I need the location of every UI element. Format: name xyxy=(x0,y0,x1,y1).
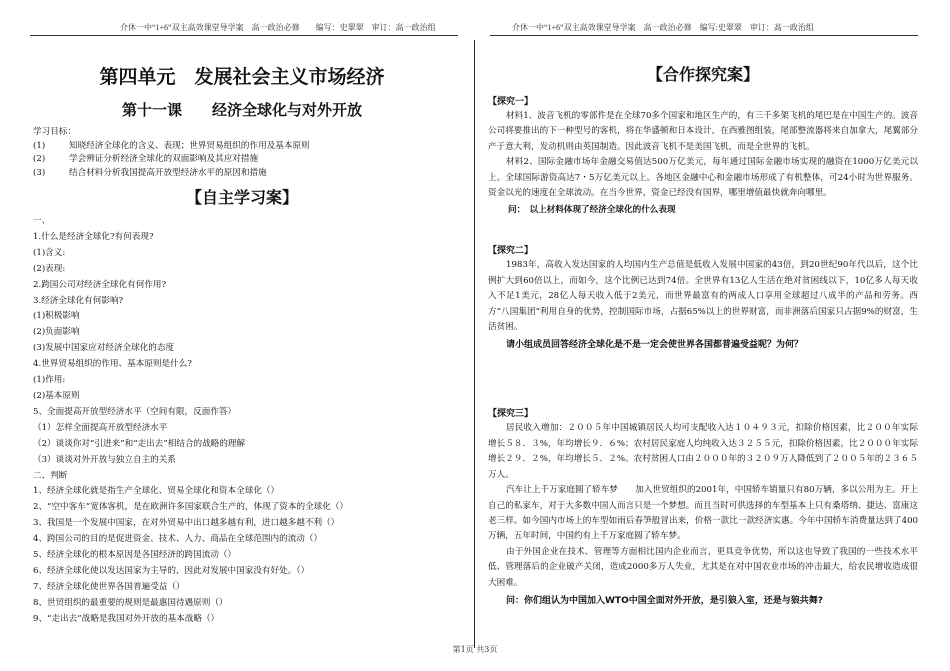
question-line: 7、经济全球化使世界各国普遍受益（） xyxy=(33,581,185,592)
material-paragraph: 材料2、国际金融市场年金融交易值达500万亿美元，每年通过国际金融市场实现的融资在1000万亿美元以上。全球国际游资高达7・5万亿美元以上。各地区金融中心和金融市场形成了有机整体，可24小时为世界服务。资金以光的速度在全球流动。在当今世界，资金已经没有国界，哪里增值最快就奔向哪里。 xyxy=(488,157,918,199)
question-line: 5、经济全球化的根本原因是各国经济的跨国流动（） xyxy=(33,550,237,561)
question-line: 1、经济全球化就是指生产全球化、贸易全球化和资本全球化（） xyxy=(33,486,280,497)
goal-item xyxy=(33,167,451,181)
goal-text: 学会辨证分析经济全球化的双面影响及其应对措施 xyxy=(69,154,259,164)
header-rule-right xyxy=(490,35,918,36)
goals-list xyxy=(33,140,451,181)
self-study-title: 【自主学习案】 xyxy=(185,188,298,207)
question-line: (1)含义: xyxy=(33,247,66,258)
cooperative-column xyxy=(488,40,918,609)
question-line: （3）谈谈对外开放与独立自主的关系 xyxy=(33,454,176,465)
question-line: 9、“走出去”战略是我国对外开放的基本战略（） xyxy=(33,613,220,624)
question-line: (1)作用: xyxy=(33,375,66,386)
question-line: 2、“空中客车”宽体客机，是在欧洲许多国家联合生产的，体现了资本的全球化（） xyxy=(33,502,349,513)
goals-heading: 学习目标： xyxy=(33,127,76,137)
cooperative-title: 【合作探究案】 xyxy=(646,65,759,84)
inquiry-section-1 xyxy=(488,95,918,218)
lesson-title: 第十一课 经济全球化与对外开放 xyxy=(121,101,362,119)
question-line: 4、跨国公司的目的是促进资金、技术、人力、商品在全球范围内的流动（） xyxy=(33,534,323,545)
material-paragraph: 1983年，高收入发达国家的人均国内生产总值是低收入发展中国家的43倍，到20世纪90年代以后，这个比例扩大到60倍以上，而如今，这个比例已达到74倍。全世界有13亿人生活在绝对贫困线以下，10亿多人每天收入不足1美元，28亿人每天收入低于2美元，而世界最富有的两成人口享用全球超过八成半的产品和劳务。西方“八国集团”利用自身的优势，控制国际市场，占据65%以上的世界财富，而非洲落后国家只占据9%的财富，生活贫困。 xyxy=(488,260,918,333)
material-paragraph: 材料1、波音飞机的零部件是在全球70多个国家和地区生产的，有三千多架飞机的尾巴是在中国生产的。波音公司将要推出的下一种型号的客机，将在华盛顿和日本设计，在西雅图组装，尾部整流器将来自加拿大，尾翼部分产于意大利，发动机则由英国制造。因此波音飞机不是美国飞机，而是全世界的飞机。 xyxy=(488,111,918,152)
question-line: (3)发展中国家应对经济全球化的态度 xyxy=(33,343,175,354)
goal-number: (2) xyxy=(33,154,46,164)
unit-title: 第四单元 发展社会主义市场经济 xyxy=(99,66,385,88)
question-line: (2)表现: xyxy=(33,263,66,274)
section-label: 【探究二】 xyxy=(488,246,534,257)
goal-text: 知晓经济全球化的含义、表现；世界贸易组织的作用及基本原则 xyxy=(69,140,310,151)
question-line: （2）谈谈你对“引进来”和“走出去”相结合的战略的理解 xyxy=(33,438,246,449)
question-line: (1)积极影响 xyxy=(33,311,80,322)
question-line: （1）怎样全面提高开放型经济水平 xyxy=(33,422,168,433)
inquiry-section-3 xyxy=(488,407,918,608)
material-paragraph: 居民收入增加：２００５年中国城镇居民人均可支配收入达１０４９３元，扣除价格因素，比２００年实际增长５８．３%，年均增长９．６%；农村居民家庭人均纯收入达３２５５元，扣除价格因素，比２０００年实际增长２９．２%，年均增长５．２%。农村贫困人口由２０００年的３２０９万人降低到了２００５年的２３６５万人。 xyxy=(488,423,918,480)
section-label: 【探究三】 xyxy=(488,409,534,420)
inquiry-section-2 xyxy=(488,244,918,353)
page-header-left: 介休一中“1+6”双主高效课堂导学案 高一政治必修 编写：史翠翠 审订：高一政治组 xyxy=(120,23,436,32)
question-line: 3.经济全球化有何影响? xyxy=(33,295,124,306)
question-list xyxy=(33,214,451,628)
question-line: 6、经济全球化使以发达国家为主导的，因此对发展中国家没有好处。（） xyxy=(33,565,310,576)
question-line: 二、判断 xyxy=(33,470,68,481)
question-line: (2)基本原则 xyxy=(33,390,80,401)
question-line: (2)负面影响 xyxy=(33,327,80,338)
question-line: 1.什么是经济全球化?有何表现? xyxy=(33,231,154,242)
self-study-column xyxy=(33,40,451,628)
page-footer: 第1页 共3页 xyxy=(452,645,498,654)
goal-number: (1) xyxy=(33,140,46,151)
question-line: 4.世界贸易组织的作用、基本原则是什么? xyxy=(33,359,192,370)
question-line: 8、世贸组织的最重要的规则是最惠国待遇原则（） xyxy=(33,597,228,608)
section-question: 请小组成员回答经济全球化是不是一定会使世界各国都普遍受益呢？为何？ xyxy=(506,340,804,351)
section-label: 【探究一】 xyxy=(488,97,534,107)
goal-number: (3) xyxy=(33,167,46,178)
question-line: 3、我国是一个发展中国家，在对外贸易中出口越多越有利，进口越多越不利（） xyxy=(33,518,340,529)
section-question: 问：你们组认为中国加入WTO中国全面对外开放，是引狼入室，还是与狼共舞? xyxy=(506,595,823,606)
section-question: 问： 以上材料体现了经济全球化的什么表现 xyxy=(508,205,676,216)
goal-text: 结合材料分析我国提高开放型经济水平的原因和措施 xyxy=(69,167,267,178)
goal-item xyxy=(33,140,451,154)
question-line: 5、全面提高开放型经济水平（空间有限，反面作答） xyxy=(33,406,237,417)
goal-item xyxy=(33,153,451,167)
column-divider xyxy=(474,40,475,648)
header-rule-left xyxy=(30,35,458,36)
page-header-right: 介休一中“1+6”双主高效课堂导学案 高一政治必修 编写:史翠翠 审订：高一政治组 xyxy=(512,23,814,32)
question-line: 一、 xyxy=(33,216,51,226)
material-paragraph: 由于外国企业在技术、管理等方面相比国内企业而言，更具竞争优势，所以这也导致了我国的一些技术水平低、管理落后的企业破产关闭，造成2000多万人失业，尤其是在对中国农业市场的冲击最大，给农民增收造成很大困难。 xyxy=(488,546,918,588)
question-line: 2.跨国公司对经济全球化有何作用? xyxy=(33,279,167,290)
material-paragraph: 汽车让上千万家庭圆了轿车梦 加入世贸组织的2001年，中国轿车销量只有80万辆，多以公用为主。开上自己的私家车，对于大多数中国人而言只是一个梦想。而且当时可供选择的车型基本上只有桑塔纳、捷达、富康这老三样。如今国内市场上的车型如雨后春笋般冒出来，价格一款比一款经济实惠。今年中国轿车消费量达到了400万辆，五年时间，中国约有上千万家庭圆了轿车梦。 xyxy=(488,485,918,542)
